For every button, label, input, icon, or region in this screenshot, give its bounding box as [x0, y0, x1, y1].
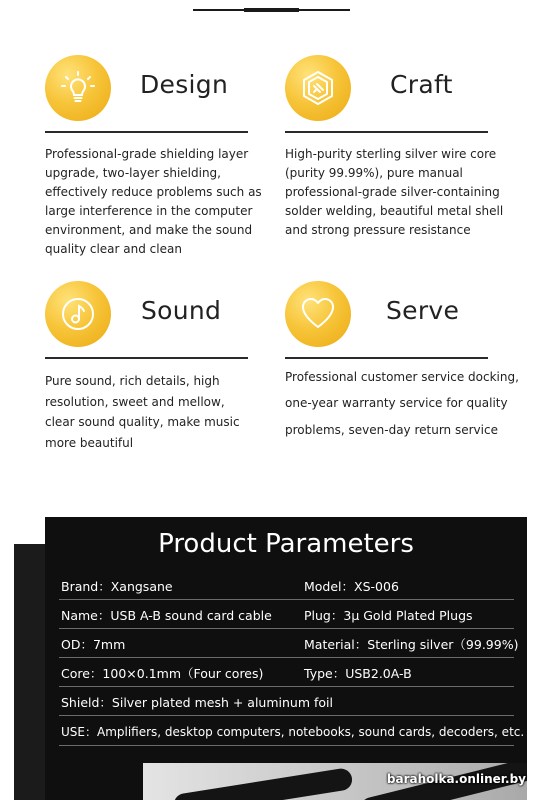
feature-sound	[45, 281, 285, 450]
top-divider-accent	[244, 8, 299, 12]
feature-design	[45, 55, 285, 256]
param-type: Type：USB2.0A-B	[304, 666, 412, 681]
feature-description: Pure sound, rich details, high resolution, sweet and mellow, clear sound quality, make music more beautiful	[45, 374, 240, 450]
feature-title: Sound	[141, 296, 222, 325]
param-shield: Shield：Silver plated mesh + aluminum foil	[61, 695, 333, 710]
cable-image	[172, 767, 353, 800]
feature-divider	[285, 131, 488, 133]
param-use: USE：Amplifiers, desktop computers, notebooks, sound cards, decoders, etc.	[61, 725, 525, 739]
feature-divider	[285, 357, 488, 359]
param-material: Material：Sterling silver（99.99%)	[304, 637, 519, 652]
feature-title: Serve	[386, 296, 460, 325]
feature-description: Professional-grade shielding layer upgrade, two-layer shielding, effectively reduce problems such as large interference in the computer environment, and make the sound quality clear and clean	[45, 147, 262, 256]
feature-title: Craft	[390, 70, 453, 99]
lightbulb-icon	[45, 55, 111, 121]
feature-description: Professional customer service docking, one-year warranty service for quality problems, seven-day return service	[285, 370, 519, 437]
feature-title: Design	[140, 70, 229, 99]
params-title: Product Parameters	[158, 529, 414, 559]
decorative-panel	[14, 544, 46, 800]
param-row	[59, 628, 519, 658]
param-row	[59, 570, 514, 600]
watermark: baraholka.onliner.by	[386, 772, 526, 786]
heart-icon	[285, 281, 351, 347]
feature-serve	[285, 281, 525, 437]
feature-description: High-purity sterling silver wire core (purity 99.99%), pure manual professional-grade silver-containing solder welding, beautiful metal shell and strong pressure resistance	[285, 147, 504, 237]
param-model: Model：XS-006	[304, 579, 399, 594]
param-row	[59, 686, 514, 716]
product-parameters-panel	[45, 517, 527, 800]
param-row	[59, 599, 514, 629]
hexagon-badge-icon	[285, 55, 351, 121]
param-row	[59, 716, 525, 746]
music-note-icon	[45, 281, 111, 347]
param-brand: Brand：Xangsane	[61, 579, 173, 594]
feature-divider	[45, 357, 248, 359]
param-plug: Plug：3μ Gold Plated Plugs	[304, 608, 473, 623]
feature-divider	[45, 131, 248, 133]
param-od: OD：7mm	[61, 637, 126, 652]
param-row	[59, 657, 514, 687]
param-core: Core：100×0.1mm（Four cores)	[61, 666, 264, 681]
feature-craft	[285, 55, 525, 237]
param-name: Name：USB A-B sound card cable	[61, 608, 272, 623]
